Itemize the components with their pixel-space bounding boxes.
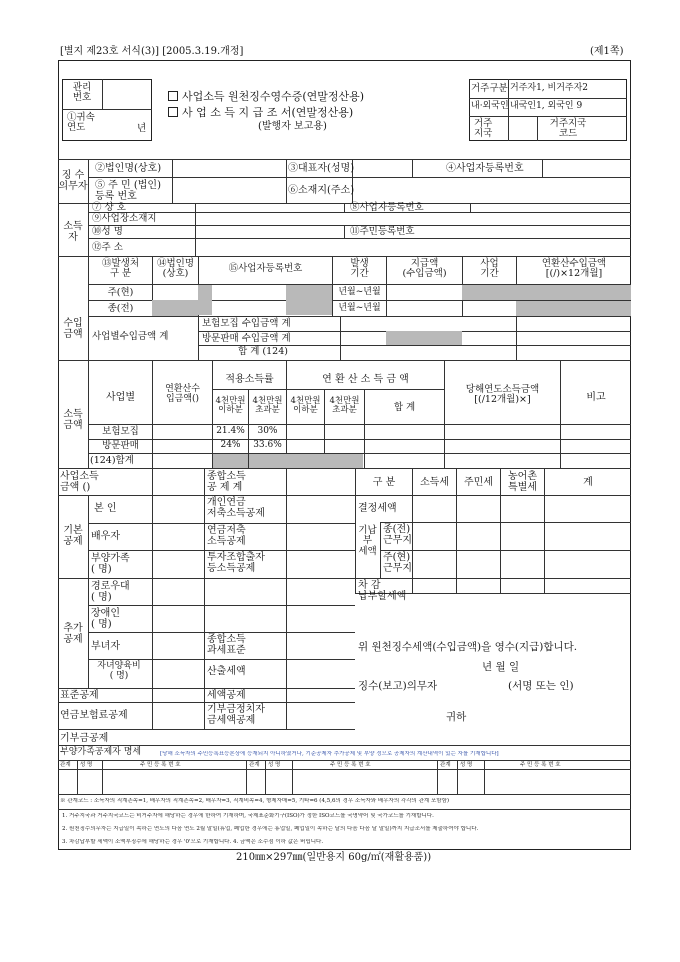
conv-header: 연 환 산 소 득 금 액 xyxy=(322,374,409,385)
family-id-header-1: 주 민 등 록 번 호 xyxy=(140,762,181,768)
rep-name-label: ③대표자(성명) xyxy=(288,163,355,174)
biz-addr-label: ⑨사업장소재지 xyxy=(92,213,157,224)
prepaid-label: 기납 부 세액 xyxy=(358,525,377,557)
disabled-label: 장애인 ( 명) xyxy=(91,608,120,630)
dependents-label: 부양가족 ( 명) xyxy=(91,553,130,575)
country-label: 거주 지국 xyxy=(474,118,493,140)
child-label: 자녀양육비 ( 명) xyxy=(97,661,141,681)
by-biz-total: 사업별수입금액 계 xyxy=(92,331,169,342)
family-rel-header-1: 관계 xyxy=(60,762,71,768)
row-insurance: 보험모집 xyxy=(102,426,139,437)
insurance-total: 보험모집 수입금액 계 xyxy=(202,318,291,329)
country-code-label: 거주지국 코드 xyxy=(549,118,587,140)
tax-rural-header: 농어촌 특별세 xyxy=(508,471,537,493)
rate-under-header: 4천만원 이하분 xyxy=(215,396,246,416)
rate-over-header: 4천만원 초과분 xyxy=(252,396,283,416)
withholder-resident-no-label: ⑤ 주 민 (법인) 등록 번호 xyxy=(95,180,161,202)
insurance-rate-under: 21.4% xyxy=(216,426,245,436)
spouse-label: 배우자 xyxy=(91,531,120,542)
woman-label: 부녀자 xyxy=(91,641,120,652)
donation-label: 기부금공제 xyxy=(60,733,109,744)
withholder-address-label: ⑥소재지(주소) xyxy=(288,185,355,196)
bizperiod-header: 사업 기간 xyxy=(480,258,499,280)
conv-over-header: 4천만원 초과분 xyxy=(329,396,360,416)
income-amount-label: 소득 금액 xyxy=(63,409,83,431)
extra-deduction-label: 추가 공제 xyxy=(63,623,83,645)
family-name-header-3: 성 명 xyxy=(460,762,473,768)
period-header: 발생 기간 xyxy=(350,258,369,280)
tax-credit-label: 세액공제 xyxy=(207,690,246,701)
tax-div-header: 구 분 xyxy=(372,477,396,488)
annual-income-header: 연환산수 입금액() xyxy=(165,384,200,404)
withholder-bizno-label: ④사업자등록번호 xyxy=(446,163,524,174)
page-number: (제1쪽) xyxy=(590,46,624,57)
confirm-text: 위 원천징수세액(수입금액)을 영수(지급)합니다. xyxy=(358,641,578,653)
prepaid-previous: 종(전) 근무지 xyxy=(383,524,412,546)
insurance-rate-over: 30% xyxy=(257,426,278,436)
corp-name-label: ②법인명(상호) xyxy=(95,163,162,174)
domestic-value: 내국인1, 외국인 9 xyxy=(510,101,583,111)
source-header: ⑬발생처 구 분 xyxy=(101,258,140,280)
footnote-1: 1. 거주지국과 거주지국코드는 비거주자에 해당하는 경우에 한하여 기재하며, 국제표준화기구(ISO)가 정한 ISO코드를 국명약어 및 국가코드를 기재합니다. xyxy=(62,813,434,819)
calc-tax-label: 산출세액 xyxy=(207,666,246,677)
mgmt-no-label: 관리 번호 xyxy=(72,82,92,104)
footnote-2: 2. 원천징수의무자는 지급일이 속하는 연도의 다음 연도 2월 말일(휴업, 폐업한 경우에는 휴업일, 폐업일이 속하는 달의 다음 다음 달 말일)까지 지급조서를 제출하여야 합니다. xyxy=(62,826,479,832)
year-label: ①귀속 연도 xyxy=(67,112,95,134)
tax-resident-header: 주민세 xyxy=(464,477,493,488)
family-rel-header-3: 관계 xyxy=(440,762,451,768)
income-label: 수입 금액 xyxy=(63,318,83,340)
period-current: 년월~년월 xyxy=(338,287,381,297)
relation-code-note: ※ 관계코드 : 소득자의 직계존속=1, 배우자의 직계존속=2, 배우자=3, 직계비속=4, 형제자매=5, 기타=6 (4,5,6의 경우 소득자와 배우자의 각각의 관계 포함함) xyxy=(60,798,450,804)
basic-deduction-label: 기본 공제 xyxy=(63,525,83,547)
standard-label: 표준공제 xyxy=(60,690,99,701)
pension-saving-label: 개인연금 저축소득공제 xyxy=(207,497,265,519)
sign-label[interactable]: (서명 또는 인) xyxy=(508,680,574,692)
row-current: 주(현) xyxy=(107,287,134,298)
earner-bizno-label: ⑧사업자등록번호 xyxy=(350,202,424,213)
elderly-label: 경로우대 ( 명) xyxy=(91,581,130,603)
row-visit: 방문판매 xyxy=(102,440,139,451)
conv-under-header: 4천만원 이하분 xyxy=(290,396,321,416)
family-name-header-2: 성 명 xyxy=(268,762,281,768)
checkbox-icon[interactable] xyxy=(168,107,178,117)
tax-income-header: 소득세 xyxy=(420,477,449,488)
family-id-header-2: 주 민 등 록 번 호 xyxy=(330,762,371,768)
earner-label: 소득 자 xyxy=(63,221,83,243)
earner-resident-no-label: ⑪주민등록번호 xyxy=(350,226,415,237)
note-header: 비고 xyxy=(586,392,606,403)
title-issuer: (발행자 보고용) xyxy=(258,121,327,132)
total-deduction-label: 종합소득 공 제 계 xyxy=(207,471,246,493)
title-receipt[interactable]: 사업소득 원천징수영수증(연말정산용) xyxy=(168,91,364,103)
earner-name-label: ⑩성 명 xyxy=(92,226,123,237)
tax-base-label: 종합소득 과세표준 xyxy=(207,634,246,656)
paper-spec: 210㎜×297㎜(일반용지 60g/㎡(재활용품)) xyxy=(236,852,432,863)
period-previous: 년월~년월 xyxy=(338,303,381,313)
checkbox-icon[interactable] xyxy=(168,91,178,101)
shop-label: ⑦ 상 호 xyxy=(92,202,126,213)
family-rel-header-2: 관계 xyxy=(249,762,260,768)
rate-header: 적용소득률 xyxy=(225,374,274,385)
diff-tax-label: 차 감 납부할세액 xyxy=(358,580,407,602)
title-statement[interactable]: 사 업 소 득 지 급 조 서(연말정산용) xyxy=(168,107,353,119)
bizno-header: ⑮사업자등록번호 xyxy=(228,263,303,274)
family-id-header-3: 주 민 등 록 번 호 xyxy=(520,762,561,768)
visit-total: 방문판매 수입금액 계 xyxy=(202,333,291,344)
row-total: (124)합계 xyxy=(90,455,134,466)
paid-header: 지급액 (수입금액) xyxy=(402,258,447,280)
confirm-signer: 징수(보고)의무자 xyxy=(358,680,438,692)
family-title: 부양가족공제자 명세 xyxy=(60,747,142,757)
visit-rate-over: 33.6% xyxy=(253,440,282,450)
form-number: [별지 제23호 서식(3)] [2005.3.19.개정] xyxy=(60,46,244,57)
pension-label: 연금보험료공제 xyxy=(60,710,128,721)
resident-type-value: 거주자1, 비거주자2 xyxy=(510,83,589,93)
visit-rate-under: 24% xyxy=(220,440,241,450)
domestic-label: 내·외국인 xyxy=(471,101,509,111)
income-sum: 합 계 (124) xyxy=(238,346,288,357)
confirm-date: 년 월 일 xyxy=(482,661,520,673)
decided-tax-label: 결정세액 xyxy=(358,503,397,514)
annuity-label: 연금저축 소득공제 xyxy=(207,525,246,547)
invest-label: 투자조합출자 등소득공제 xyxy=(207,552,265,574)
earner-address-label: ⑫주 소 xyxy=(92,242,123,253)
addressee-label: 귀하 xyxy=(446,711,467,723)
biz-income-amount: 사업소득 금액 () xyxy=(60,471,99,493)
year-income-header: 당해연도소득금액 [(/12개월)×] xyxy=(465,384,540,406)
self-label: 본 인 xyxy=(94,503,117,514)
tax-total-header: 계 xyxy=(583,477,593,488)
footnote-3: 3. 차감납부할 세액이 소액부징수에 해당하는 경우 '0'으로 기재합니다. 4. 금액은 소수점 이하 값은 버립니다. xyxy=(62,839,324,845)
year-suffix: 년 xyxy=(137,123,147,134)
prepaid-main: 주(현) 근무지 xyxy=(383,552,412,574)
resident-type: 거주구분 xyxy=(471,83,508,94)
row-previous: 종(전) xyxy=(107,303,134,314)
family-name-header-1: 성 명 xyxy=(80,762,93,768)
conv-sum-header: 합 계 xyxy=(393,402,416,413)
withholder-label: 징 수 의무자 xyxy=(58,170,88,192)
political-label: 기부금정치자 금세액공제 xyxy=(207,704,265,726)
annual-header: 연환산수입금액 [(/)×12개월] xyxy=(541,258,607,280)
by-biz-header: 사업별 xyxy=(106,392,135,403)
family-note: [당해 소득자의 주민등록표등본상에 등재되지 아니하였거나, 기준공제자 추가공제 및 부양 정으로 공제자의 계산내역이 있는 자를 기재합니다] xyxy=(160,751,499,757)
corp-header: ⑭법인명 (상호) xyxy=(156,258,195,280)
